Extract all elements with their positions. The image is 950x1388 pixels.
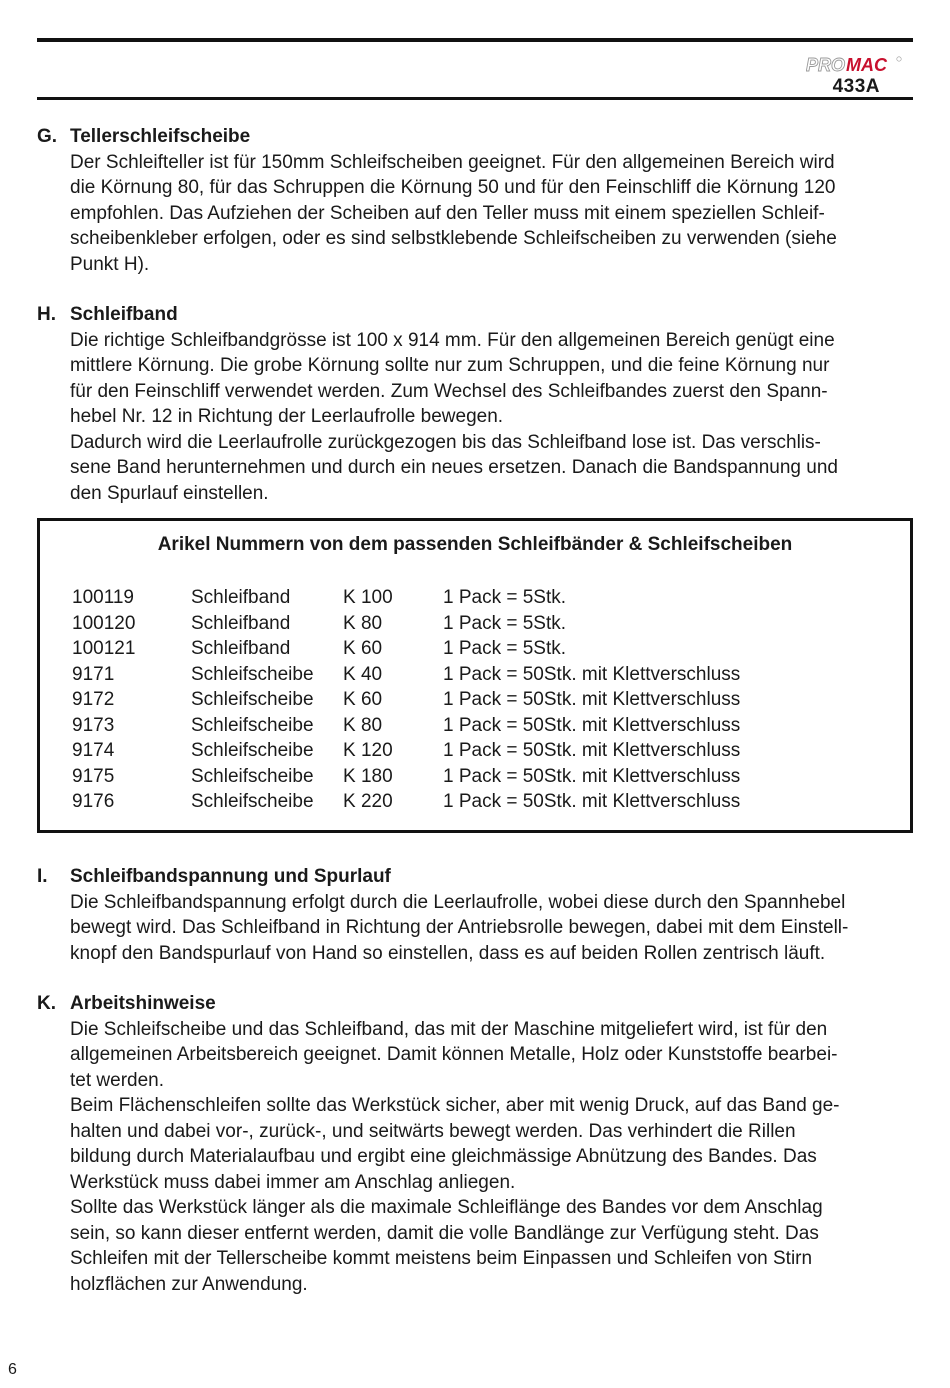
- article-number: 100121: [72, 638, 136, 659]
- article-name: Schleifscheibe: [191, 740, 314, 761]
- grit: K 120: [343, 740, 393, 761]
- text-line: bildung durch Materialaufbau und ergibt eine gleichmässige Abnützung des Bandes. Das: [70, 1146, 817, 1167]
- article-number: 100119: [72, 587, 134, 608]
- text-line: die Körnung 80, für das Schruppen die Körnung 50 und für den Feinschliff die Körnung 120: [70, 177, 836, 198]
- text-line: Der Schleifteller ist für 150mm Schleifscheiben geeignet. Für den allgemeinen Bereich wird: [70, 151, 835, 173]
- article-number: 9174: [72, 740, 115, 761]
- header-rule-bottom: [37, 97, 913, 100]
- pack-size: 1 Pack = 5Stk.: [443, 587, 567, 608]
- text-line: Punkt H).: [70, 253, 150, 275]
- section-letter: I.: [37, 866, 48, 887]
- grit: K 220: [343, 791, 393, 812]
- text-line: knopf den Bandspurlauf von Hand so einstellen, dass es auf beiden Rollen zentrisch läuft.: [70, 942, 826, 964]
- section-letter: G.: [37, 126, 58, 147]
- text-line: hebel Nr. 12 in Richtung der Leerlaufrolle bewegen.: [70, 406, 504, 427]
- pack-size: 1 Pack = 50Stk. mit Klettverschluss: [443, 714, 741, 736]
- grit: K 80: [343, 612, 383, 634]
- text-line: Dadurch wird die Leerlaufrolle zurückgezogen bis das Schleifband lose ist. Das verschlis-: [70, 431, 821, 453]
- grit: K 60: [343, 689, 383, 710]
- svg-text:PRO: PRO: [806, 55, 846, 75]
- section-letter: K.: [37, 993, 56, 1014]
- article-number: 9176: [72, 791, 115, 812]
- text-line: sene Band herunternehmen und durch ein neues ersetzen. Danach die Bandspannung und: [70, 457, 838, 478]
- article-name: Schleifscheibe: [191, 791, 314, 812]
- text-line: Sollte das Werkstück länger als die maximale Schleiflänge des Bandes vor dem Anschlag: [70, 1197, 823, 1218]
- section-body: [70, 1017, 915, 1298]
- model-number: 433A: [832, 76, 880, 97]
- text-line: Die richtige Schleifbandgrösse ist 100 x 914 mm. Für den allgemeinen Bereich genügt eine: [70, 329, 835, 351]
- text-line: tet werden.: [70, 1069, 164, 1091]
- header-rule-top: [37, 38, 913, 42]
- grit: K 40: [343, 663, 383, 685]
- article-number: 100120: [72, 612, 136, 634]
- text-line: holzflächen zur Anwendung.: [70, 1273, 308, 1295]
- text-line: allgemeinen Arbeitsbereich geeignet. Damit können Metalle, Holz oder Kunststoffe bearbei-: [70, 1044, 838, 1065]
- article-number: 9171: [72, 663, 115, 685]
- article-name: Schleifscheibe: [191, 765, 314, 787]
- article-name: Schleifscheibe: [191, 714, 314, 736]
- pack-size: 1 Pack = 5Stk.: [443, 638, 567, 659]
- grit: K 80: [343, 714, 383, 736]
- section-title: Tellerschleifscheibe: [70, 126, 251, 147]
- text-line: Schleifen mit der Tellerscheibe kommt meistens beim Einpassen und Schleifen von Stirn: [70, 1248, 813, 1269]
- text-line: mittlere Körnung. Die grobe Körnung sollte nur zum Schruppen, und die feine Körnung nur: [70, 355, 830, 376]
- section-letter: H.: [37, 304, 56, 325]
- page-number: 6: [8, 1361, 17, 1378]
- article-number: 9173: [72, 714, 115, 736]
- grit: K 100: [343, 587, 393, 608]
- parts-box-title: Arikel Nummern von dem passenden Schleifbänder & Schleifscheiben: [157, 534, 793, 555]
- text-line: sein, so kann dieser entfernt werden, damit die volle Bandlänge zur Verfügung steht. Das: [70, 1222, 819, 1244]
- pack-size: 1 Pack = 50Stk. mit Klettverschluss: [443, 663, 741, 685]
- pack-size: 1 Pack = 50Stk. mit Klettverschluss: [443, 791, 741, 812]
- section-title: Arbeitshinweise: [70, 993, 216, 1014]
- article-name: Schleifband: [191, 638, 291, 659]
- section-body: [70, 890, 915, 967]
- parts-box: [37, 518, 913, 833]
- text-line: bewegt wird. Das Schleifband in Richtung der Antriebsrolle bewegen, dabei mit dem Einstell-: [70, 917, 849, 938]
- text-line: für den Feinschliff verwendet werden. Zum Wechsel des Schleifbandes zuerst den Spann-: [70, 380, 828, 402]
- pack-size: 1 Pack = 50Stk. mit Klettverschluss: [443, 689, 741, 710]
- article-name: Schleifscheibe: [191, 689, 314, 710]
- section-body: [70, 150, 915, 278]
- text-line: empfohlen. Das Aufziehen der Scheiben auf den Teller muss mit einem speziellen Schleif-: [70, 202, 825, 224]
- article-name: Schleifband: [191, 612, 291, 634]
- text-line: Werkstück muss dabei immer am Anschlag anliegen.: [70, 1171, 516, 1193]
- promac-logo: [806, 54, 902, 76]
- pack-size: 1 Pack = 50Stk. mit Klettverschluss: [443, 765, 741, 787]
- section-body: [70, 328, 915, 507]
- pack-size: 1 Pack = 5Stk.: [443, 612, 567, 634]
- text-line: Die Schleifbandspannung erfolgt durch die Leerlaufrolle, wobei diese durch den Spannhebel: [70, 891, 846, 913]
- text-line: den Spurlauf einstellen.: [70, 482, 269, 504]
- text-line: Die Schleifscheibe und das Schleifband, das mit der Maschine mitgeliefert wird, ist für den: [70, 1018, 828, 1040]
- grit: K 180: [343, 765, 393, 787]
- section-title: Schleifbandspannung und Spurlauf: [70, 866, 391, 887]
- section-title: Schleifband: [70, 304, 178, 325]
- grit: K 60: [343, 638, 383, 659]
- article-name: Schleifband: [191, 587, 291, 608]
- article-number: 9175: [72, 765, 115, 787]
- article-name: Schleifscheibe: [191, 663, 314, 685]
- text-line: scheibenkleber erfolgen, oder es sind selbstklebende Schleifscheiben zu verwenden (siehe: [70, 228, 837, 249]
- text-line: halten und dabei vor-, zurück-, und seitwärts bewegt werden. Das verhindert die Rillen: [70, 1120, 796, 1142]
- svg-text:MAC: MAC: [846, 55, 887, 75]
- pack-size: 1 Pack = 50Stk. mit Klettverschluss: [443, 740, 741, 761]
- article-number: 9172: [72, 689, 115, 710]
- text-line: Beim Flächenschleifen sollte das Werkstück sicher, aber mit wenig Druck, auf das Band ge-: [70, 1095, 840, 1116]
